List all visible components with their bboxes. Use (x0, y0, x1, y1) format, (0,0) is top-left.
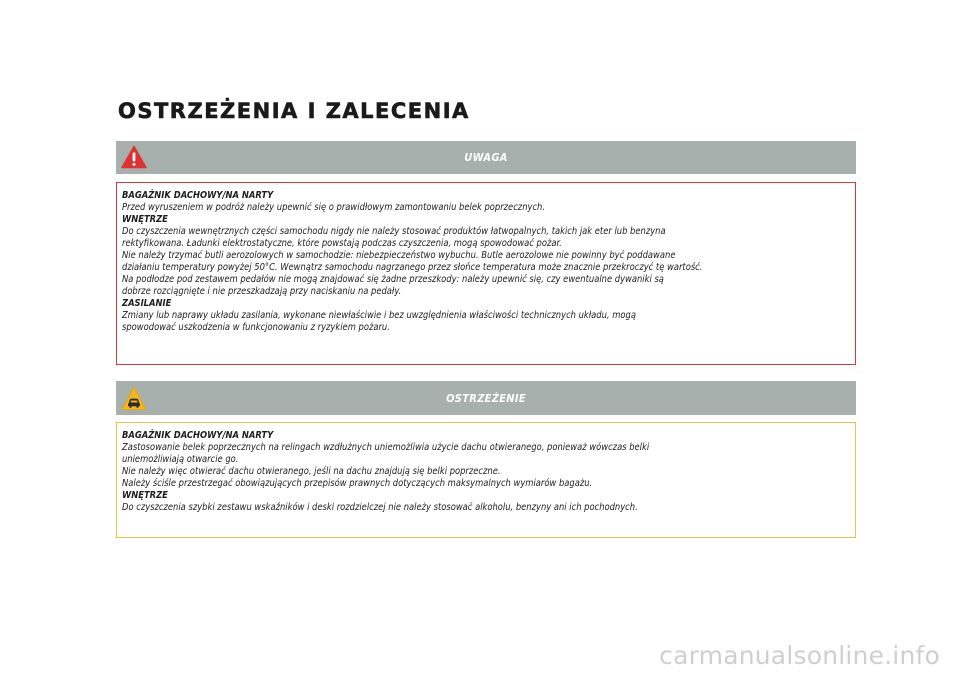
watermark: carmanualsonline.info (659, 641, 940, 670)
uwaga-text-line: Zmiany lub naprawy układu zasilania, wykonane niewłaściwie i bez uwzględnienia właściwości technicznych układu, mogą (122, 310, 636, 321)
ostrzezenie-label: OSTRZEŻENIE (446, 392, 526, 405)
ostrzezenie-text-line: Do czyszczenia szybki zestawu wskaźników i deski rozdzielczej nie należy stosować alkoholu, benzyny ani ich pochodnych. (122, 502, 638, 513)
ostrzezenie-content (116, 422, 856, 538)
uwaga-text-line: Nie należy trzymać butli aerozolowych w samochodzie: niebezpieczeństwo wybuchu. Butle aerozolowe nie powinny być poddawane (122, 250, 676, 261)
uwaga-section-heading: WNĘTRZE (122, 214, 168, 225)
ostrzezenie-text-line: uniemożliwiają otwarcie go. (122, 454, 239, 465)
uwaga-section-heading: BAGAŻNIK DACHOWY/NA NARTY (122, 190, 274, 201)
uwaga-label: UWAGA (464, 151, 508, 164)
uwaga-text-line: Przed wyruszeniem w podróż należy upewnić się o prawidłowym zamontowaniu belek poprzecznych. (122, 202, 546, 213)
uwaga-banner (116, 141, 856, 174)
ostrzezenie-text-line: Nie należy więc otwierać dachu otwieranego, jeśli na dachu znajdują się belki poprzeczne. (122, 466, 501, 477)
page-title: OSTRZEŻENIA I ZALECENIA (118, 99, 470, 123)
ostrzezenie-section-heading: BAGAŻNIK DACHOWY/NA NARTY (122, 430, 274, 441)
uwaga-text-line: Do czyszczenia wewnętrznych części samochodu nigdy nie należy stosować produktów łatwopalnych, takich jak eter lub benzyna (122, 226, 666, 237)
uwaga-text-line: spowodować uszkodzenia w funkcjonowaniu z ryzykiem pożaru. (122, 322, 390, 333)
ostrzezenie-text-line: Należy ściśle przestrzegać obowiązujących przepisów prawnych dotyczących maksymalnych wymiarów bagażu. (122, 478, 593, 489)
uwaga-section-heading: ZASILANIE (122, 298, 172, 309)
ostrzezenie-text-line: Zastosowanie belek poprzecznych na relingach wzdłużnych uniemożliwia użycie dachu otwieranego, ponieważ wówczas belki (122, 442, 650, 453)
ostrzezenie-banner (116, 381, 856, 415)
uwaga-text-line: rektyfikowana. Ładunki elektrostatyczne, które powstają podczas czyszczenia, mogą spowodować pożar. (122, 238, 562, 249)
ostrzezenie-section-heading: WNĘTRZE (122, 490, 168, 501)
uwaga-text-line: działaniu temperatury powyżej 50°C. Wewnątrz samochodu nagrzanego przez słońce temperatura może znacznie przekroczyć tę wartość. (122, 262, 703, 273)
uwaga-text-line: Na podłodze pod zestawem pedałów nie mogą znajdować się żadne przeszkody: należy upewnić się, czy ewentualne dywaniki są (122, 274, 664, 285)
uwaga-content (116, 182, 856, 365)
uwaga-text-line: dobrze rozciągnięte i nie przeszkadzają przy naciskaniu na pedały. (122, 286, 402, 297)
